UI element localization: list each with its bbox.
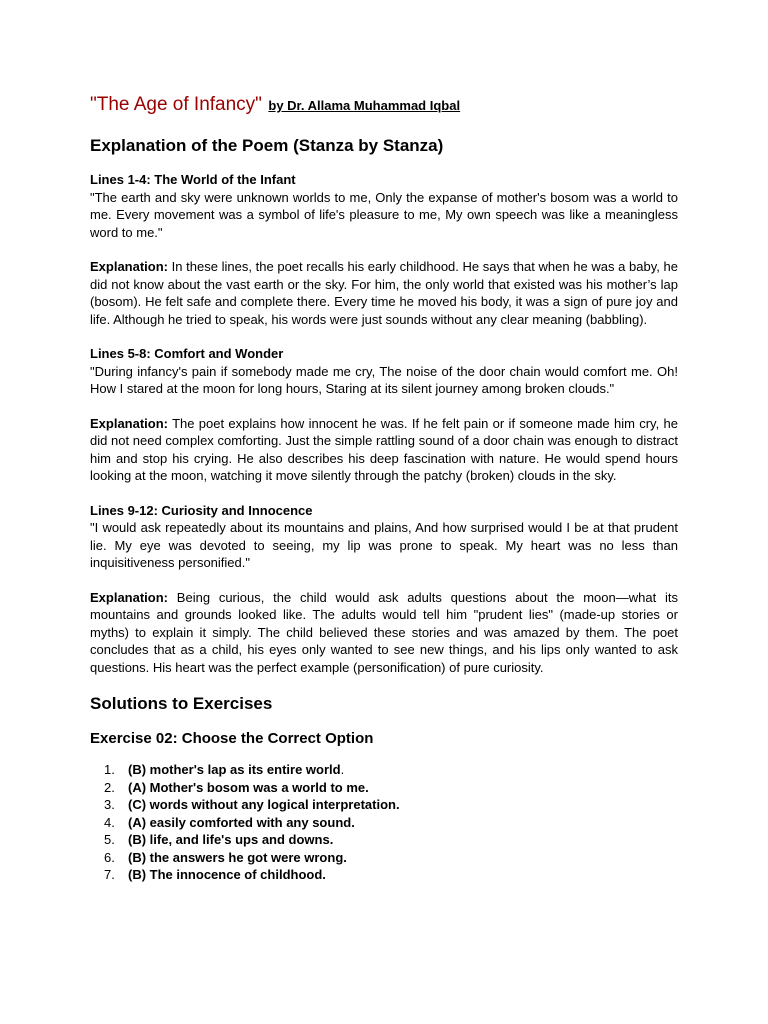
stanza-explanation — [90, 258, 678, 328]
stanza-section — [90, 502, 678, 677]
stanza-explanation — [90, 589, 678, 677]
stanza-quote: "During infancy's pain if somebody made me cry, The noise of the door chain would comfort me. Oh! How I stared at the moon for long hours, Staring at its silent journey among broken clouds." — [90, 363, 678, 396]
answer-item — [90, 831, 678, 849]
answer-text: (A) Mother's bosom was a world to me. — [128, 779, 369, 795]
stanza-explanation — [90, 415, 678, 485]
answer-item — [90, 761, 678, 779]
explanation-heading: Explanation of the Poem (Stanza by Stanza) — [90, 136, 444, 155]
answer-list — [90, 761, 678, 884]
answer-text: (B) the answers he got were wrong. — [128, 849, 347, 865]
answer-number: 3. — [104, 797, 115, 812]
explanation-text: Being curious, the child would ask adults questions about the moon—what its mountains and grounds looked like. The adults would tell him "prudent lies" (made-up stories or myths) to explain it simply. The child believed these stories and was amazed by them. The poet concludes that as a child, his eyes only wanted to see new things, and his lips only wanted to ask questions. His heart was the perfect example (personification) of pure curiosity. — [90, 589, 678, 675]
answer-item — [90, 779, 678, 797]
answer-number: 7. — [104, 867, 115, 882]
answer-text: (C) words without any logical interpretation. — [128, 797, 400, 812]
answer-text: (B) mother's lap as its entire world — [128, 762, 341, 777]
answer-tail: . — [340, 762, 345, 777]
stanza-heading: Lines 5-8: Comfort and Wonder — [90, 346, 284, 361]
author-byline: by Dr. Allama Muhammad Iqbal — [268, 98, 461, 113]
answer-number: 5. — [104, 832, 115, 847]
solutions-heading: Solutions to Exercises — [90, 694, 273, 713]
answer-item — [90, 796, 678, 814]
answer-item — [90, 866, 678, 884]
answer-number: 1. — [104, 762, 115, 777]
answer-item — [90, 814, 678, 832]
explanation-text: In these lines, the poet recalls his early childhood. He says that when he was a baby, he did not know about the vast earth or the sky. For him, the only world that existed was his mother’s lap (bosom). He felt safe and complete there. Every time he moved his body, it was a sign of pure joy and life. Although he tried to speak, his words were just sounds without any clear meaning (babbling). — [90, 259, 678, 327]
stanza-quote: "The earth and sky were unknown worlds to me, Only the expanse of mother's bosom was a world to me. Every movement was a symbol of life's pleasure to me, My own speech was like a meaningless word to me." — [90, 189, 678, 240]
answer-text: (A) easily comforted with any sound. — [128, 814, 355, 830]
answer-text: (B) life, and life's ups and downs. — [128, 832, 334, 847]
poem-title: "The Age of Infancy" — [90, 94, 262, 115]
answer-item — [90, 849, 678, 867]
exercise-heading: Exercise 02: Choose the Correct Option — [90, 730, 374, 747]
document-content — [90, 93, 678, 884]
answer-number: 6. — [104, 849, 115, 865]
answer-number: 4. — [104, 814, 115, 830]
stanza-heading: Lines 9-12: Curiosity and Innocence — [90, 502, 313, 518]
stanza-heading: Lines 1-4: The World of the Infant — [90, 172, 296, 187]
stanza-section — [90, 345, 678, 485]
answer-number: 2. — [104, 779, 115, 795]
stanza-section — [90, 171, 678, 328]
stanza-quote: "I would ask repeatedly about its mountains and plains, And how surprised would I be at that prudent lie. My eye was devoted to seeing, my lip was prone to speak. My heart was no less than inquisitiveness personified." — [90, 520, 678, 570]
explanation-label: Explanation: — [90, 589, 169, 605]
answer-text: (B) The innocence of childhood. — [128, 867, 326, 882]
explanation-label: Explanation: — [90, 415, 169, 431]
explanation-text: The poet explains how innocent he was. If he felt pain or if someone made him cry, he did not need complex comforting. Just the simple rattling sound of a door chain was enough to distract him and stop his crying. He also describes his deep fascination with nature. He would spend hours looking at the moon, watching it move silently through the patchy (broken) clouds in the sky. — [90, 415, 678, 483]
title-row — [90, 93, 678, 118]
explanation-label: Explanation: — [90, 259, 169, 274]
